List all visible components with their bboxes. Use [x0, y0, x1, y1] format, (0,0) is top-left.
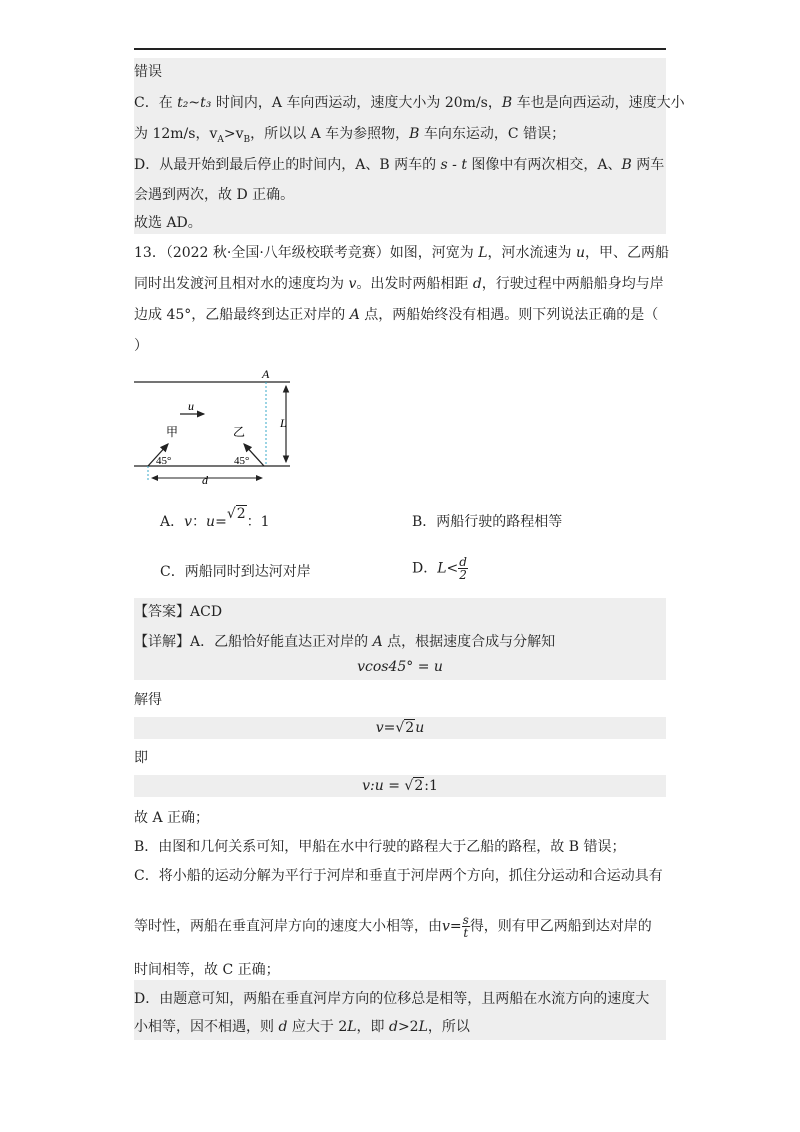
question-line-3: 边成 45°，乙船最终到达正对岸的 A 点，两船始终没有相遇。则下列说法正确的是（ [134, 307, 659, 323]
answer-line: 【答案】ACD [134, 604, 223, 620]
option-a[interactable]: A．v：u=√2：1 [160, 506, 270, 530]
c-explain-1: C．将小船的运动分解为平行于河岸和垂直于河岸两个方向，抓住分运动和合运动具有 [134, 868, 663, 884]
label-L: L [280, 416, 287, 430]
label-yi: 乙 [233, 425, 246, 439]
detail-line-a: 【详解】A．乙船恰好能直达正对岸的 A 点，根据速度合成与分解知 [134, 634, 556, 650]
jiede-label: 解得 [134, 692, 162, 708]
c-explain-2: 等时性，两船在垂直河岸方向的速度大小相等，由v= $\frac{s}{t}$ 得，则有甲乙两船到达对岸的 [134, 913, 652, 940]
river-diagram [130, 364, 300, 490]
option-b[interactable]: B．两船行驶的路程相等 [412, 514, 563, 530]
prev-select: 故选 AD。 [134, 215, 202, 231]
question-line-1: 13．（2022 秋·全国·八年级校联考竞赛）如图，河宽为 L，河水流速为 u，甲、乙两船 [134, 245, 670, 261]
ji-label: 即 [134, 750, 148, 766]
option-d[interactable]: D．L< $\frac{d}{2}$ [412, 555, 467, 582]
equation-3: v:u = √2:1 [362, 778, 438, 794]
option-c[interactable]: C．两船同时到达河对岸 [160, 564, 311, 580]
label-angle-jia: 45° [156, 455, 172, 467]
prev-line-1: 错误 [134, 64, 162, 80]
label-angle-yi: 45° [234, 455, 250, 467]
equation-2: v=√2u [375, 720, 425, 736]
question-line-2: 同时出发渡河且相对水的速度均为 v。出发时两船相距 d，行驶过程中两船船身均与岸 [134, 276, 664, 292]
prev-line-d: D．从最开始到最后停止的时间内，A、B 两车的 s - t 图像中有两次相交，A、B 两车 [134, 157, 665, 173]
prev-line-d2: 会遇到两次，故 D 正确。 [134, 187, 295, 203]
d-explain-1: D．由题意可知，两船在垂直河岸方向的位移总是相等，且两船在水流方向的速度大 [134, 991, 650, 1007]
label-d: d [202, 473, 208, 487]
question-line-4: ） [134, 338, 148, 354]
header-rule [134, 48, 666, 50]
label-jia: 甲 [166, 425, 179, 439]
c-explain-3: 时间相等，故 C 正确； [134, 962, 280, 978]
a-correct: 故 A 正确； [134, 810, 210, 826]
label-A: A [262, 367, 270, 381]
d-explain-2: 小相等，因不相遇，则 d 应大于 2L，即 d>2L，所以 [134, 1019, 470, 1035]
prev-line-c2: 为 12m/s，$v_A>v_B$，所以以 A 车为参照物，B 车向东运动，C 错误； [134, 126, 566, 145]
equation-1: vcos45° = u [357, 659, 443, 675]
label-u: u [188, 399, 194, 413]
b-explain: B．由图和几何关系可知，甲船在水中行驶的路程大于乙船的路程，故 B 错误； [134, 839, 626, 855]
prev-line-c: C．在 t₂~t₃ 时间内，A 车向西运动，速度大小为 20m/s，B 车也是向西运动，速度大小 [134, 95, 685, 111]
